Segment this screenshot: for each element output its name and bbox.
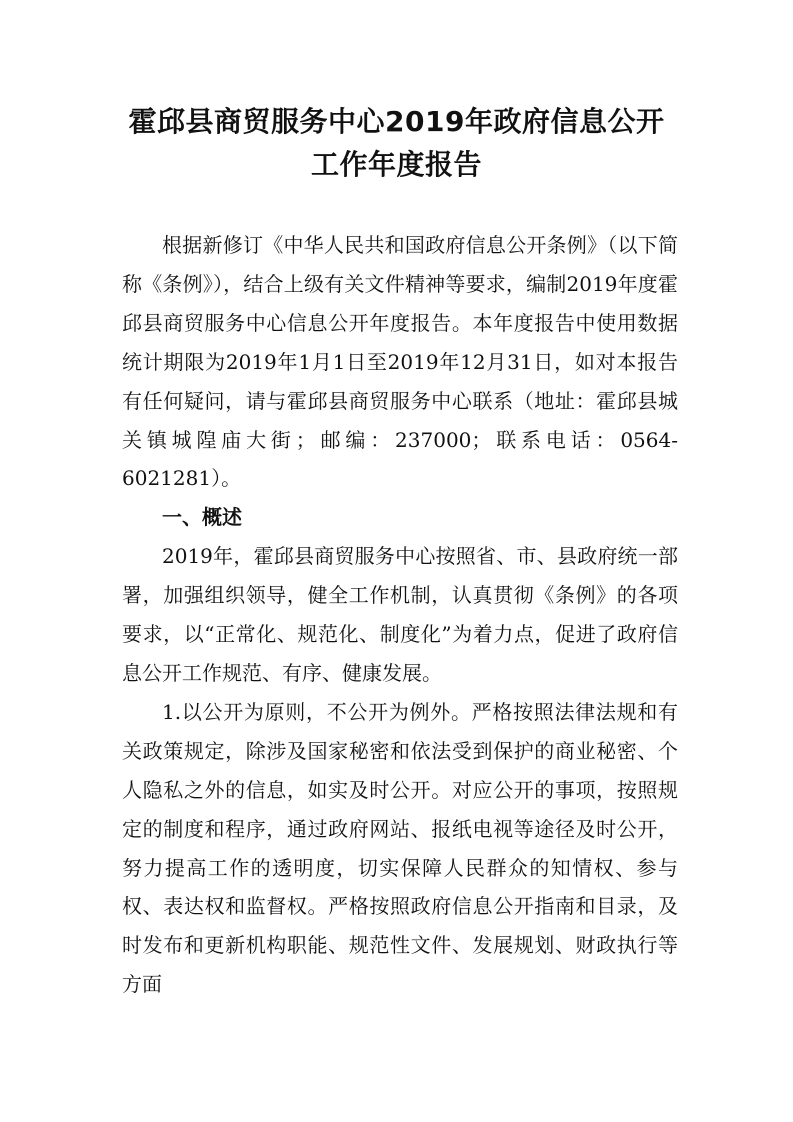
- overview-paragraph: 2019年，霍邱县商贸服务中心按照省、市、县政府统一部署，加强组织领导，健全工作机制，认真贯彻《条例》的各项要求，以“正常化、规范化、制度化”为着力点，促进了政府信息公开工作规范、有序、健康发展。: [122, 544, 678, 685]
- document-title-line1: 霍邱县商贸服务中心2019年政府信息公开: [128, 105, 665, 138]
- document-body: [122, 226, 678, 1004]
- section-heading-overview: 一、概述: [162, 505, 242, 530]
- principle-paragraph: 1.以公开为原则，不公开为例外。严格按照法律法规和有关政策规定，除涉及国家秘密和依法受到保护的商业秘密、个人隐私之外的信息，如实及时公开。对应公开的事项，按照规定的制度和程序，通过政府网站、报纸电视等途径及时公开，努力提高工作的透明度，切实保障人民群众的知情权、参与权、表达权和监督权。严格按照政府信息公开指南和目录，及时发布和更新机构职能、规范性文件、发展规划、财政执行等方面: [122, 699, 678, 997]
- document-title-line2: 工作年度报告: [310, 148, 482, 181]
- intro-paragraph: 根据新修订《中华人民共和国政府信息公开条例》（以下简称《条例》），结合上级有关文件精神等要求，编制2019年度霍邱县商贸服务中心信息公开年度报告。本年度报告中使用数据统计期限为2019年1月1日至2019年12月31日，如对本报告有任何疑问，请与霍邱县商贸服务中心联系（地址：霍邱县城关镇城隍庙大街；邮编：237000；联系电话：0564-6021281）。: [122, 233, 678, 491]
